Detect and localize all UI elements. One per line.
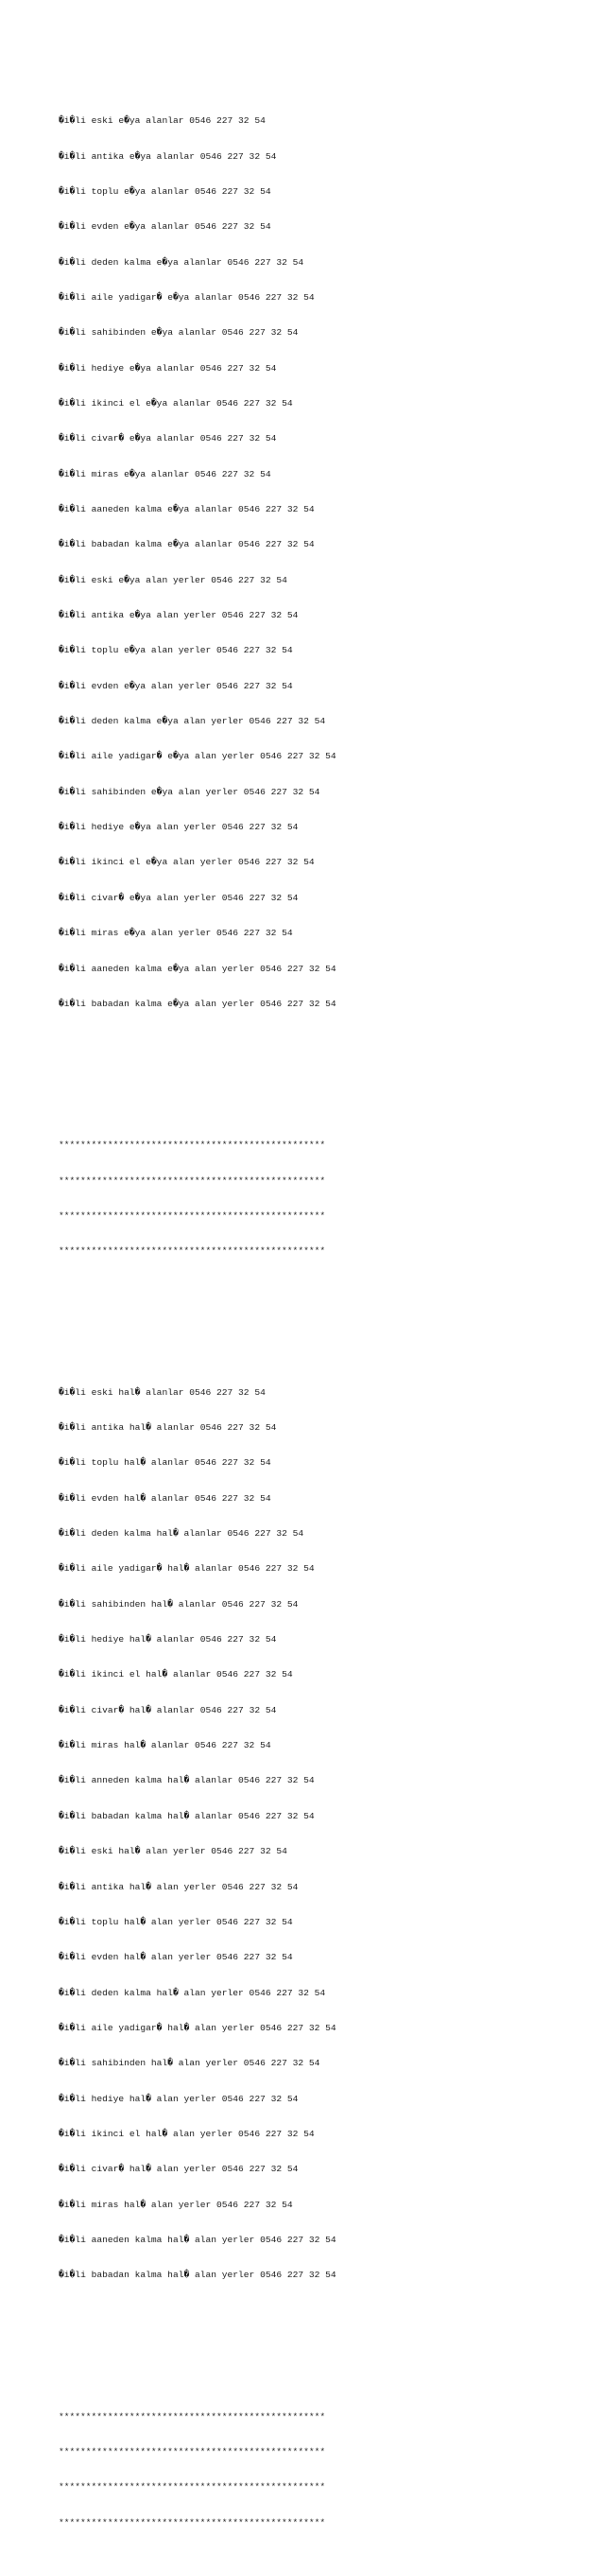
separator-block [59, 1116, 588, 1280]
text-line: �i�li babadan kalma hal� alanlar 0546 227 32 54 [59, 1810, 315, 1821]
text-line: �i�li aaneden kalma e�ya alanlar 0546 227 32 54 [59, 504, 315, 515]
separator-line: ************************************************* [59, 2446, 326, 2458]
text-line: �i�li babadan kalma hal� alan yerler 0546 227 32 54 [59, 2270, 336, 2281]
separator-line: ************************************************* [59, 1175, 326, 1186]
text-line: �i�li aile yadigar� hal� alan yerler 0546 227 32 54 [59, 2022, 336, 2033]
text-line: �i�li deden kalma e�ya alan yerler 0546 227 32 54 [59, 716, 326, 727]
text-line: �i�li miras e�ya alanlar 0546 227 32 54 [59, 468, 271, 479]
text-line: �i�li miras hal� alan yerler 0546 227 32 54 [59, 2199, 293, 2210]
text-line: �i�li babadan kalma e�ya alan yerler 0546 227 32 54 [59, 998, 336, 1009]
text-line: �i�li hediye hal� alanlar 0546 227 32 54 [59, 1634, 277, 1645]
text-line: �i�li evden hal� alanlar 0546 227 32 54 [59, 1492, 271, 1504]
text-line: �i�li civar� e�ya alan yerler 0546 227 32 54 [59, 892, 299, 903]
text-line: �i�li ikinci el hal� alanlar 0546 227 32 54 [59, 1669, 293, 1680]
separator-line: ************************************************* [59, 2516, 326, 2528]
section-hali-list [59, 1364, 588, 2306]
blank-line [59, 2341, 588, 2352]
separator-line: ************************************************* [59, 1245, 326, 1257]
text-line: �i�li evden hal� alan yerler 0546 227 32 54 [59, 1952, 293, 1963]
text-line: �i�li eski hal� alan yerler 0546 227 32 54 [59, 1846, 287, 1857]
text-line: �i�li toplu hal� alan yerler 0546 227 32 54 [59, 1916, 293, 1927]
text-line: �i�li eski hal� alanlar 0546 227 32 54 [59, 1386, 266, 1398]
separator-block [59, 2388, 588, 2552]
text-line: �i�li hediye e�ya alan yerler 0546 227 32 54 [59, 822, 299, 833]
text-line: �i�li toplu e�ya alanlar 0546 227 32 54 [59, 185, 271, 197]
text-line: �i�li aile yadigar� hal� alanlar 0546 227 32 54 [59, 1563, 315, 1575]
blank-line [59, 1316, 588, 1328]
text-line: �i�li deden kalma e�ya alanlar 0546 227 32 54 [59, 256, 304, 268]
text-line: �i�li miras e�ya alan yerler 0546 227 32 54 [59, 928, 293, 939]
text-line: �i�li evden e�ya alan yerler 0546 227 32 54 [59, 680, 293, 691]
separator-line: ************************************************* [59, 2411, 326, 2422]
text-line: �i�li aaneden kalma hal� alan yerler 0546 227 32 54 [59, 2234, 336, 2245]
text-line: �i�li sahibinden hal� alanlar 0546 227 32 54 [59, 1598, 299, 1610]
section-esya-list [59, 92, 588, 1034]
text-line: �i�li aile yadigar� e�ya alan yerler 0546 227 32 54 [59, 751, 336, 762]
text-line: �i�li antika hal� alanlar 0546 227 32 54 [59, 1422, 277, 1434]
text-line: �i�li ikinci el e�ya alanlar 0546 227 32 54 [59, 398, 293, 409]
text-line: �i�li antika e�ya alanlar 0546 227 32 54 [59, 150, 277, 162]
text-line: �i�li deden kalma hal� alanlar 0546 227 32 54 [59, 1528, 304, 1540]
blank-line [59, 1070, 588, 1081]
text-line: �i�li aile yadigar� e�ya alanlar 0546 227 32 54 [59, 291, 315, 303]
text-line: �i�li antika e�ya alan yerler 0546 227 32 54 [59, 610, 299, 621]
text-line: �i�li ikinci el hal� alan yerler 0546 227 32 54 [59, 2128, 315, 2139]
text-line: �i�li miras hal� alanlar 0546 227 32 54 [59, 1740, 271, 1751]
text-line: �i�li eski e�ya alanlar 0546 227 32 54 [59, 115, 266, 127]
text-line: �i�li civar� hal� alanlar 0546 227 32 54 [59, 1704, 277, 1715]
document-page [59, 57, 588, 2576]
text-line: �i�li sahibinden hal� alan yerler 0546 227 32 54 [59, 2058, 320, 2069]
text-line: �i�li eski e�ya alan yerler 0546 227 32 54 [59, 574, 287, 585]
text-line: �i�li sahibinden e�ya alan yerler 0546 227 32 54 [59, 786, 320, 797]
text-line: �i�li hediye hal� alan yerler 0546 227 32 54 [59, 2093, 299, 2104]
separator-line: ************************************************* [59, 1140, 326, 1151]
text-line: �i�li toplu e�ya alan yerler 0546 227 32 54 [59, 645, 293, 656]
text-line: �i�li anneden kalma hal� alanlar 0546 227 32 54 [59, 1775, 315, 1786]
text-line: �i�li antika hal� alan yerler 0546 227 32 54 [59, 1881, 299, 1892]
text-line: �i�li aaneden kalma e�ya alan yerler 0546 227 32 54 [59, 963, 336, 974]
text-line: �i�li babadan kalma e�ya alanlar 0546 227 32 54 [59, 539, 315, 550]
text-line: �i�li toplu hal� alanlar 0546 227 32 54 [59, 1457, 271, 1469]
separator-line: ************************************************* [59, 1210, 326, 1221]
text-line: �i�li civar� hal� alan yerler 0546 227 32 54 [59, 2164, 299, 2175]
text-line: �i�li deden kalma hal� alan yerler 0546 227 32 54 [59, 1987, 326, 1998]
text-line: �i�li sahibinden e�ya alanlar 0546 227 32 54 [59, 327, 299, 339]
separator-line: ************************************************* [59, 2481, 326, 2493]
text-line: �i�li evden e�ya alanlar 0546 227 32 54 [59, 221, 271, 233]
text-line: �i�li hediye e�ya alanlar 0546 227 32 54 [59, 362, 277, 374]
text-line: �i�li ikinci el e�ya alan yerler 0546 227 32 54 [59, 857, 315, 868]
text-line: �i�li civar� e�ya alanlar 0546 227 32 54 [59, 433, 277, 444]
